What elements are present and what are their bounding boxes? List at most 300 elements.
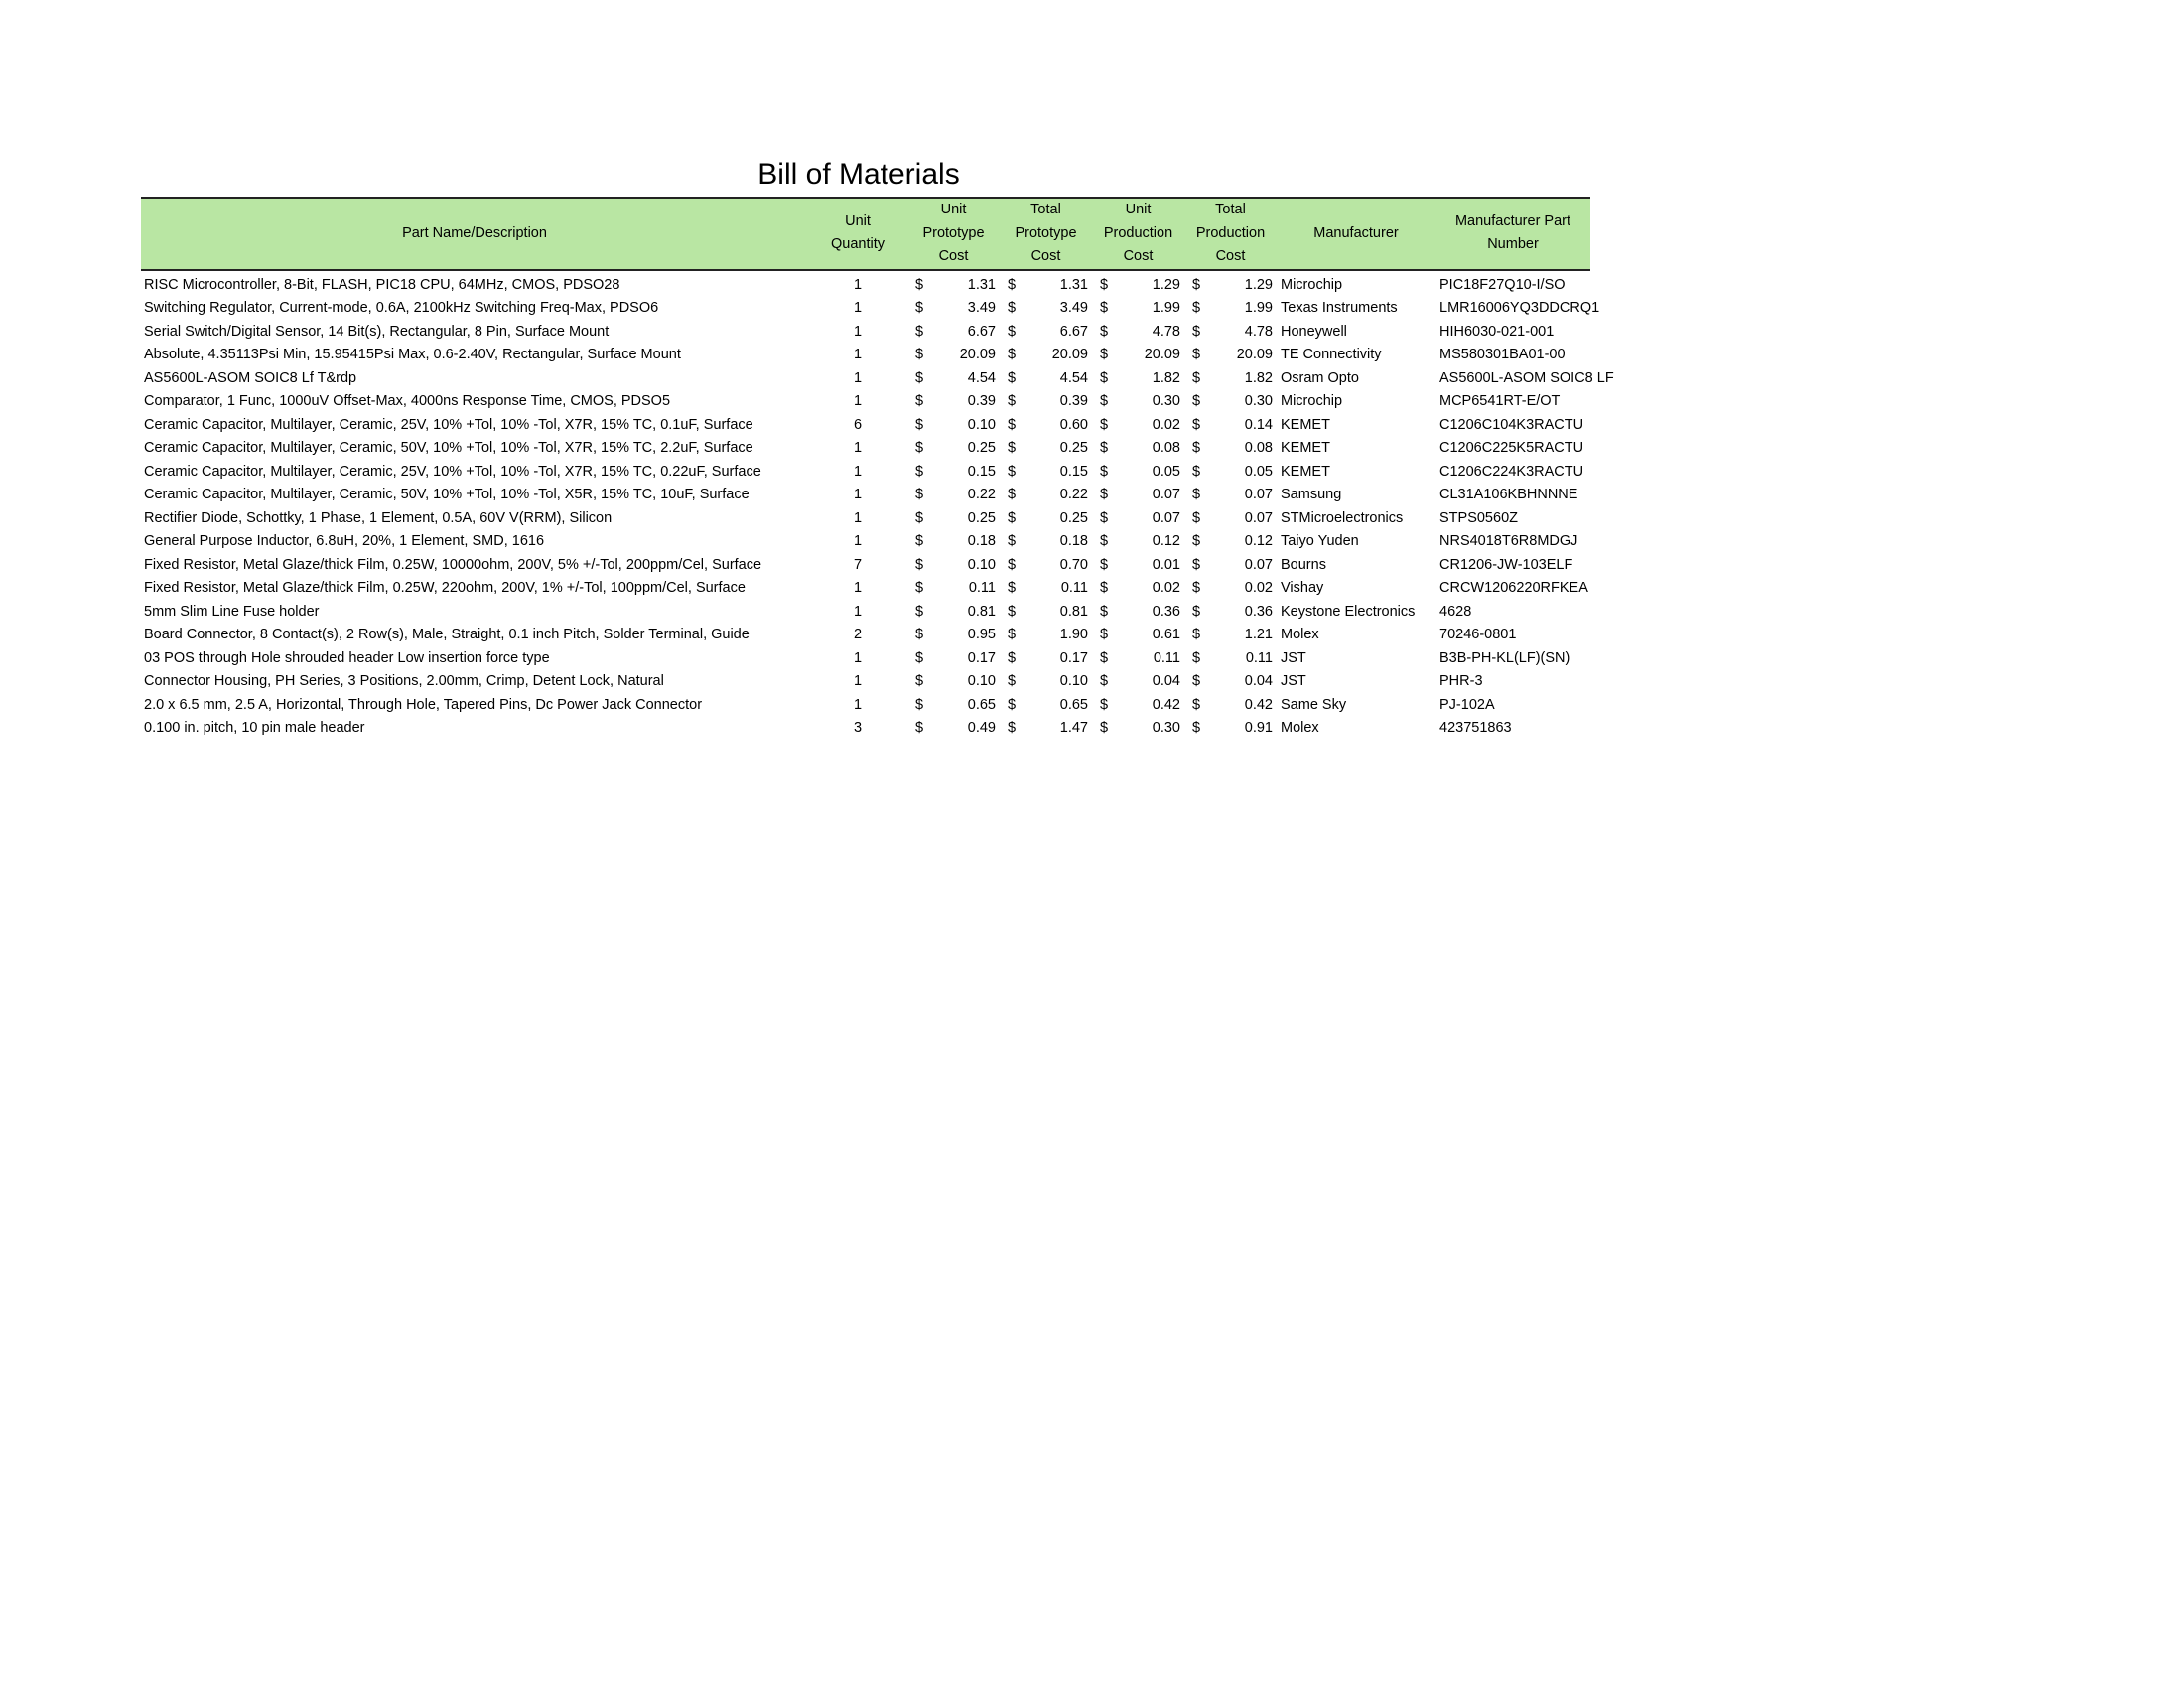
amount: 0.10 — [967, 673, 996, 689]
cell-part-description: Ceramic Capacitor, Multilayer, Ceramic, 50V, 10% +Tol, 10% -Tol, X5R, 15% TC, 10uF, Surface — [144, 487, 750, 502]
cell-total-prototype-cost — [1000, 694, 1092, 718]
cell-part-description: 03 POS through Hole shrouded header Low insertion force type — [144, 649, 550, 666]
cell-unit-production-cost — [1092, 367, 1184, 391]
header-manufacturer-part-number: Manufacturer Part Number — [1435, 198, 1590, 270]
amount: 0.39 — [967, 393, 996, 409]
cell-unit-prototype-cost — [907, 694, 1000, 718]
page-title — [141, 155, 1590, 197]
amount: 0.05 — [1244, 463, 1273, 480]
table-row — [141, 530, 1590, 554]
amount: 0.61 — [1152, 627, 1180, 642]
cell-total-production-cost — [1184, 390, 1277, 414]
amount: 0.65 — [1059, 696, 1088, 713]
cell-part-description: RISC Microcontroller, 8-Bit, FLASH, PIC18 CPU, 64MHz, CMOS, PDSO28 — [144, 276, 620, 293]
title-text: Bill of Materials — [757, 158, 960, 191]
currency-symbol: $ — [1008, 487, 1017, 502]
cell-part-description: Switching Regulator, Current-mode, 0.6A, 2100kHz Switching Freq-Max, PDSO6 — [144, 300, 659, 316]
amount: 0.25 — [1059, 509, 1088, 526]
cell-total-production-cost — [1184, 414, 1277, 438]
currency-symbol: $ — [1008, 347, 1017, 362]
amount: 4.78 — [1152, 323, 1180, 340]
currency-symbol: $ — [915, 416, 924, 433]
table-row — [141, 367, 1590, 391]
cell-manufacturer: KEMET — [1281, 440, 1330, 456]
amount: 20.09 — [1144, 347, 1180, 362]
currency-symbol: $ — [1100, 440, 1109, 456]
table-row — [141, 390, 1590, 414]
cell-unit-production-cost — [1092, 297, 1184, 321]
cell-total-production-cost — [1184, 437, 1277, 461]
table-row — [141, 507, 1590, 531]
cell-manufacturer-part-number: CRCW1206220RFKEA — [1439, 580, 1588, 596]
currency-symbol: $ — [1100, 556, 1109, 573]
cell-unit-quantity: 6 — [853, 416, 863, 433]
cell-manufacturer: KEMET — [1281, 463, 1330, 480]
amount: 4.78 — [1244, 323, 1273, 340]
currency-symbol: $ — [1100, 720, 1109, 736]
amount: 0.15 — [1059, 463, 1088, 480]
table-row — [141, 344, 1590, 367]
bom-table-body — [141, 270, 1614, 741]
currency-symbol: $ — [1008, 673, 1017, 689]
cell-total-production-cost — [1184, 601, 1277, 625]
cell-total-production-cost — [1184, 321, 1277, 345]
cell-manufacturer: Molex — [1281, 627, 1319, 642]
currency-symbol: $ — [1008, 533, 1017, 549]
amount: 0.30 — [1244, 393, 1273, 409]
amount: 0.49 — [967, 720, 996, 736]
amount: 1.99 — [1152, 300, 1180, 316]
cell-unit-production-cost — [1092, 717, 1184, 741]
cell-manufacturer-part-number: 4628 — [1439, 603, 1472, 620]
cell-unit-production-cost — [1092, 437, 1184, 461]
amount: 0.25 — [967, 440, 996, 456]
cell-total-prototype-cost — [1000, 624, 1092, 647]
cell-manufacturer: Same Sky — [1281, 696, 1347, 713]
amount: 0.22 — [1059, 487, 1088, 502]
currency-symbol: $ — [1100, 533, 1109, 549]
currency-symbol: $ — [1192, 487, 1201, 502]
cell-total-production-cost — [1184, 270, 1277, 298]
currency-symbol: $ — [915, 487, 924, 502]
amount: 6.67 — [967, 323, 996, 340]
currency-symbol: $ — [915, 369, 924, 386]
cell-manufacturer: Bourns — [1281, 556, 1326, 573]
currency-symbol: $ — [1192, 347, 1201, 362]
amount: 0.81 — [967, 603, 996, 620]
amount: 3.49 — [1059, 300, 1088, 316]
currency-symbol: $ — [1100, 580, 1109, 596]
table-row — [141, 297, 1590, 321]
cell-part-description: Comparator, 1 Func, 1000uV Offset-Max, 4000ns Response Time, CMOS, PDSO5 — [144, 393, 671, 409]
currency-symbol: $ — [1100, 347, 1109, 362]
cell-manufacturer-part-number: CR1206-JW-103ELF — [1439, 556, 1573, 573]
amount: 1.99 — [1244, 300, 1273, 316]
currency-symbol: $ — [1192, 603, 1201, 620]
amount: 0.42 — [1152, 696, 1180, 713]
amount: 6.67 — [1059, 323, 1088, 340]
header-manufacturer: Manufacturer — [1277, 198, 1435, 270]
cell-unit-production-cost — [1092, 670, 1184, 694]
cell-unit-quantity: 3 — [853, 720, 863, 736]
cell-total-prototype-cost — [1000, 530, 1092, 554]
amount: 0.08 — [1244, 440, 1273, 456]
amount: 0.25 — [1059, 440, 1088, 456]
currency-symbol: $ — [915, 720, 924, 736]
cell-unit-prototype-cost — [907, 507, 1000, 531]
cell-total-prototype-cost — [1000, 647, 1092, 671]
cell-unit-quantity: 1 — [853, 323, 863, 340]
cell-total-prototype-cost — [1000, 601, 1092, 625]
cell-unit-production-cost — [1092, 647, 1184, 671]
table-row — [141, 270, 1590, 298]
currency-symbol: $ — [1008, 300, 1017, 316]
cell-unit-production-cost — [1092, 577, 1184, 601]
table-row — [141, 694, 1590, 718]
currency-symbol: $ — [1100, 696, 1109, 713]
amount: 4.54 — [1059, 369, 1088, 386]
cell-manufacturer: Honeywell — [1281, 323, 1347, 340]
amount: 1.82 — [1152, 369, 1180, 386]
cell-manufacturer-part-number: NRS4018T6R8MDGJ — [1439, 533, 1578, 549]
cell-unit-quantity: 1 — [853, 276, 863, 293]
cell-unit-prototype-cost — [907, 601, 1000, 625]
amount: 0.12 — [1244, 533, 1273, 549]
amount: 0.81 — [1059, 603, 1088, 620]
cell-unit-prototype-cost — [907, 297, 1000, 321]
currency-symbol: $ — [1100, 276, 1109, 293]
amount: 0.04 — [1244, 673, 1273, 689]
cell-total-prototype-cost — [1000, 461, 1092, 485]
cell-unit-prototype-cost — [907, 344, 1000, 367]
cell-manufacturer: JST — [1281, 649, 1306, 666]
table-row — [141, 321, 1590, 345]
cell-total-prototype-cost — [1000, 390, 1092, 414]
amount: 0.07 — [1152, 509, 1180, 526]
cell-unit-quantity: 1 — [853, 533, 863, 549]
cell-part-description: Serial Switch/Digital Sensor, 14 Bit(s), Rectangular, 8 Pin, Surface Mount — [144, 323, 610, 340]
cell-total-production-cost — [1184, 461, 1277, 485]
cell-total-production-cost — [1184, 344, 1277, 367]
cell-total-production-cost — [1184, 554, 1277, 578]
cell-manufacturer-part-number: MCP6541RT-E/OT — [1439, 393, 1561, 409]
amount: 1.82 — [1244, 369, 1273, 386]
currency-symbol: $ — [1008, 323, 1017, 340]
cell-part-description: Rectifier Diode, Schottky, 1 Phase, 1 Element, 0.5A, 60V V(RRM), Silicon — [144, 509, 613, 526]
cell-unit-quantity: 1 — [853, 580, 863, 596]
cell-total-prototype-cost — [1000, 484, 1092, 507]
amount: 0.17 — [1059, 649, 1088, 666]
cell-total-prototype-cost — [1000, 437, 1092, 461]
currency-symbol: $ — [1100, 323, 1109, 340]
cell-unit-production-cost — [1092, 270, 1184, 298]
cell-manufacturer-part-number: C1206C224K3RACTU — [1439, 463, 1584, 480]
cell-total-production-cost — [1184, 484, 1277, 507]
cell-unit-production-cost — [1092, 484, 1184, 507]
amount: 0.12 — [1152, 533, 1180, 549]
currency-symbol: $ — [1008, 556, 1017, 573]
cell-manufacturer-part-number: MS580301BA01-00 — [1439, 347, 1566, 362]
cell-unit-prototype-cost — [907, 717, 1000, 741]
cell-manufacturer: Osram Opto — [1281, 369, 1359, 386]
cell-total-prototype-cost — [1000, 717, 1092, 741]
header-total-prototype-cost: Total Prototype Cost — [1000, 198, 1092, 270]
amount: 0.11 — [1153, 649, 1180, 666]
cell-manufacturer-part-number: LMR16006YQ3DDCRQ1 — [1439, 300, 1600, 316]
currency-symbol: $ — [1100, 603, 1109, 620]
cell-part-description: Fixed Resistor, Metal Glaze/thick Film, 0.25W, 220ohm, 200V, 1% +/-Tol, 100ppm/Cel, Surface — [144, 580, 746, 596]
cell-manufacturer: Microchip — [1281, 393, 1343, 409]
cell-unit-quantity: 1 — [853, 696, 863, 713]
cell-part-description: 0.100 in. pitch, 10 pin male header — [144, 720, 365, 736]
table-row — [141, 601, 1590, 625]
amount: 0.10 — [1059, 673, 1088, 689]
amount: 0.42 — [1244, 696, 1273, 713]
currency-symbol: $ — [1192, 533, 1201, 549]
cell-unit-production-cost — [1092, 390, 1184, 414]
cell-manufacturer: KEMET — [1281, 416, 1330, 433]
currency-symbol: $ — [915, 627, 924, 642]
cell-part-description: Ceramic Capacitor, Multilayer, Ceramic, 25V, 10% +Tol, 10% -Tol, X7R, 15% TC, 0.22uF, Surface — [144, 463, 761, 480]
amount: 1.47 — [1059, 720, 1088, 736]
currency-symbol: $ — [1192, 556, 1201, 573]
amount: 0.70 — [1059, 556, 1088, 573]
amount: 0.01 — [1152, 556, 1180, 573]
table-row — [141, 484, 1590, 507]
currency-symbol: $ — [1008, 463, 1017, 480]
cell-unit-production-cost — [1092, 554, 1184, 578]
cell-unit-production-cost — [1092, 601, 1184, 625]
table-row — [141, 647, 1590, 671]
currency-symbol: $ — [915, 673, 924, 689]
table-row — [141, 717, 1590, 741]
amount: 0.07 — [1244, 556, 1273, 573]
cell-unit-production-cost — [1092, 530, 1184, 554]
currency-symbol: $ — [1100, 369, 1109, 386]
amount: 0.07 — [1152, 487, 1180, 502]
table-row — [141, 670, 1590, 694]
header-unit-production-cost: Unit Production Cost — [1092, 198, 1184, 270]
cell-manufacturer: TE Connectivity — [1281, 347, 1382, 362]
currency-symbol: $ — [1100, 627, 1109, 642]
cell-unit-quantity: 1 — [853, 347, 863, 362]
cell-part-description: Ceramic Capacitor, Multilayer, Ceramic, 50V, 10% +Tol, 10% -Tol, X7R, 15% TC, 2.2uF, Surface — [144, 440, 753, 456]
amount: 4.54 — [967, 369, 996, 386]
cell-manufacturer: Samsung — [1281, 487, 1342, 502]
cell-unit-quantity: 1 — [853, 509, 863, 526]
amount: 0.07 — [1244, 487, 1273, 502]
cell-total-production-cost — [1184, 647, 1277, 671]
currency-symbol: $ — [915, 603, 924, 620]
amount: 0.11 — [1060, 580, 1088, 596]
currency-symbol: $ — [1008, 440, 1017, 456]
cell-manufacturer: Taiyo Yuden — [1281, 533, 1359, 549]
cell-manufacturer-part-number: AS5600L-ASOM SOIC8 LF — [1439, 369, 1614, 386]
cell-unit-prototype-cost — [907, 367, 1000, 391]
cell-total-prototype-cost — [1000, 414, 1092, 438]
amount: 0.08 — [1152, 440, 1180, 456]
cell-part-description: 2.0 x 6.5 mm, 2.5 A, Horizontal, Through Hole, Tapered Pins, Dc Power Jack Connector — [144, 696, 703, 713]
cell-manufacturer: Texas Instruments — [1281, 300, 1398, 316]
cell-manufacturer: JST — [1281, 673, 1306, 689]
currency-symbol: $ — [1192, 323, 1201, 340]
cell-total-prototype-cost — [1000, 507, 1092, 531]
currency-symbol: $ — [1192, 720, 1201, 736]
cell-unit-prototype-cost — [907, 437, 1000, 461]
currency-symbol: $ — [915, 580, 924, 596]
cell-total-prototype-cost — [1000, 297, 1092, 321]
amount: 0.60 — [1059, 416, 1088, 433]
cell-manufacturer: Microchip — [1281, 276, 1343, 293]
amount: 1.21 — [1244, 627, 1273, 642]
amount: 0.11 — [968, 580, 996, 596]
currency-symbol: $ — [1192, 509, 1201, 526]
cell-total-prototype-cost — [1000, 554, 1092, 578]
header-part-description: Part Name/Description — [141, 198, 808, 270]
cell-unit-prototype-cost — [907, 530, 1000, 554]
cell-manufacturer-part-number: C1206C104K3RACTU — [1439, 416, 1584, 433]
amount: 0.10 — [967, 556, 996, 573]
currency-symbol: $ — [1100, 463, 1109, 480]
cell-total-production-cost — [1184, 717, 1277, 741]
currency-symbol: $ — [1008, 696, 1017, 713]
currency-symbol: $ — [1192, 369, 1201, 386]
cell-total-production-cost — [1184, 367, 1277, 391]
currency-symbol: $ — [1008, 369, 1017, 386]
currency-symbol: $ — [1192, 440, 1201, 456]
currency-symbol: $ — [1192, 416, 1201, 433]
bom-sheet — [141, 155, 1614, 741]
cell-unit-prototype-cost — [907, 577, 1000, 601]
cell-manufacturer-part-number: STPS0560Z — [1439, 509, 1518, 526]
header-total-production-cost: Total Production Cost — [1184, 198, 1277, 270]
amount: 3.49 — [967, 300, 996, 316]
cell-manufacturer-part-number: CL31A106KBHNNNE — [1439, 487, 1578, 502]
amount: 0.14 — [1244, 416, 1273, 433]
cell-part-description: AS5600L-ASOM SOIC8 Lf T&rdp — [144, 369, 357, 386]
cell-unit-prototype-cost — [907, 624, 1000, 647]
table-row — [141, 414, 1590, 438]
cell-total-production-cost — [1184, 624, 1277, 647]
cell-total-production-cost — [1184, 670, 1277, 694]
currency-symbol: $ — [1008, 603, 1017, 620]
cell-total-prototype-cost — [1000, 321, 1092, 345]
cell-total-production-cost — [1184, 694, 1277, 718]
cell-unit-prototype-cost — [907, 554, 1000, 578]
cell-unit-quantity: 1 — [853, 440, 863, 456]
cell-manufacturer-part-number: 423751863 — [1439, 720, 1512, 736]
cell-total-prototype-cost — [1000, 577, 1092, 601]
cell-unit-quantity: 1 — [853, 603, 863, 620]
amount: 0.07 — [1244, 509, 1273, 526]
amount: 0.15 — [967, 463, 996, 480]
amount: 0.65 — [967, 696, 996, 713]
cell-total-production-cost — [1184, 507, 1277, 531]
currency-symbol: $ — [915, 463, 924, 480]
cell-unit-quantity: 1 — [853, 463, 863, 480]
currency-symbol: $ — [915, 440, 924, 456]
amount: 0.17 — [967, 649, 996, 666]
currency-symbol: $ — [915, 323, 924, 340]
cell-unit-production-cost — [1092, 344, 1184, 367]
cell-unit-prototype-cost — [907, 484, 1000, 507]
bom-table — [141, 197, 1614, 741]
cell-part-description: Board Connector, 8 Contact(s), 2 Row(s), Male, Straight, 0.1 inch Pitch, Solder Terminal, Guide — [144, 627, 750, 642]
currency-symbol: $ — [1100, 649, 1109, 666]
currency-symbol: $ — [915, 696, 924, 713]
currency-symbol: $ — [1192, 393, 1201, 409]
currency-symbol: $ — [1100, 300, 1109, 316]
currency-symbol: $ — [1100, 673, 1109, 689]
amount: 1.29 — [1244, 276, 1273, 293]
cell-total-production-cost — [1184, 530, 1277, 554]
cell-unit-prototype-cost — [907, 461, 1000, 485]
amount: 0.02 — [1152, 580, 1180, 596]
currency-symbol: $ — [915, 556, 924, 573]
cell-unit-prototype-cost — [907, 321, 1000, 345]
cell-total-production-cost — [1184, 577, 1277, 601]
cell-unit-quantity: 1 — [853, 649, 863, 666]
cell-unit-quantity: 2 — [853, 627, 863, 642]
currency-symbol: $ — [1008, 393, 1017, 409]
currency-symbol: $ — [1192, 649, 1201, 666]
amount: 1.90 — [1059, 627, 1088, 642]
amount: 20.09 — [959, 347, 996, 362]
amount: 0.36 — [1152, 603, 1180, 620]
cell-unit-production-cost — [1092, 507, 1184, 531]
cell-unit-production-cost — [1092, 624, 1184, 647]
cell-total-prototype-cost — [1000, 670, 1092, 694]
amount: 1.29 — [1152, 276, 1180, 293]
currency-symbol: $ — [1192, 580, 1201, 596]
cell-manufacturer-part-number: B3B-PH-KL(LF)(SN) — [1439, 649, 1570, 666]
cell-manufacturer: Keystone Electronics — [1281, 603, 1416, 620]
currency-symbol: $ — [915, 347, 924, 362]
currency-symbol: $ — [1192, 463, 1201, 480]
currency-symbol: $ — [1008, 720, 1017, 736]
cell-unit-quantity: 1 — [853, 673, 863, 689]
currency-symbol: $ — [915, 509, 924, 526]
cell-unit-prototype-cost — [907, 670, 1000, 694]
currency-symbol: $ — [1100, 393, 1109, 409]
cell-unit-production-cost — [1092, 414, 1184, 438]
header-row — [141, 198, 1590, 270]
cell-manufacturer-part-number: PHR-3 — [1439, 673, 1483, 689]
currency-symbol: $ — [1192, 276, 1201, 293]
cell-manufacturer-part-number: HIH6030-021-001 — [1439, 323, 1555, 340]
cell-part-description: Ceramic Capacitor, Multilayer, Ceramic, 25V, 10% +Tol, 10% -Tol, X7R, 15% TC, 0.1uF, Surface — [144, 416, 753, 433]
cell-total-prototype-cost — [1000, 344, 1092, 367]
currency-symbol: $ — [1192, 627, 1201, 642]
currency-symbol: $ — [1008, 580, 1017, 596]
cell-unit-quantity: 1 — [853, 369, 863, 386]
cell-unit-prototype-cost — [907, 270, 1000, 298]
currency-symbol: $ — [915, 276, 924, 293]
amount: 1.31 — [1059, 276, 1088, 293]
table-row — [141, 437, 1590, 461]
amount: 0.91 — [1244, 720, 1273, 736]
cell-manufacturer-part-number: PJ-102A — [1439, 696, 1495, 713]
currency-symbol: $ — [915, 393, 924, 409]
currency-symbol: $ — [1008, 627, 1017, 642]
currency-symbol: $ — [1192, 673, 1201, 689]
cell-unit-quantity: 1 — [853, 300, 863, 316]
cell-part-description: Absolute, 4.35113Psi Min, 15.95415Psi Max, 0.6-2.40V, Rectangular, Surface Mount — [144, 347, 681, 362]
cell-unit-prototype-cost — [907, 647, 1000, 671]
cell-unit-production-cost — [1092, 694, 1184, 718]
currency-symbol: $ — [1100, 416, 1109, 433]
amount: 0.22 — [967, 487, 996, 502]
